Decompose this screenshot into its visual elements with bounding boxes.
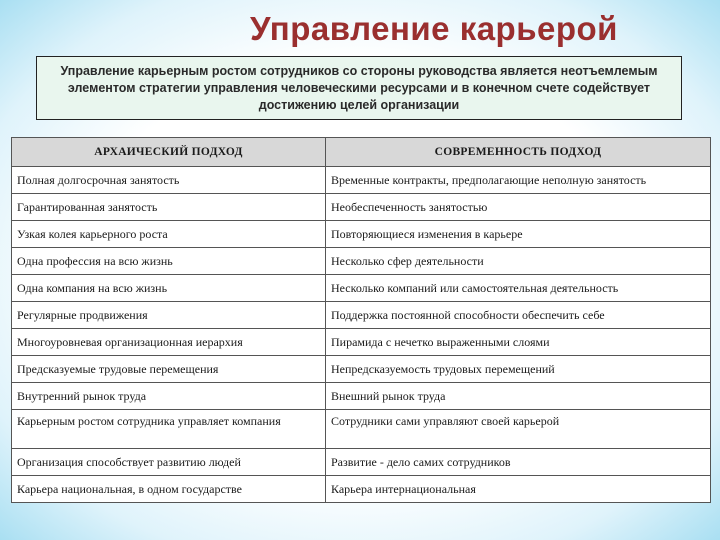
header-archaic: АРХАИЧЕСКИЙ ПОДХОД [12, 138, 326, 167]
archaic-cell: Карьерным ростом сотрудника управляет компания [12, 410, 326, 449]
modern-cell: Карьера интернациональная [326, 476, 711, 503]
intro-text: Управление карьерным ростом сотрудников со стороны руководства является неотъемлемым элементом стратегии управления человеческими ресурсами и в конечном счете содействует достижению целей организации [60, 63, 658, 112]
comparison-table [11, 137, 711, 503]
archaic-cell: Карьера национальная, в одном государстве [12, 476, 326, 503]
archaic-cell: Регулярные продвижения [12, 302, 326, 329]
archaic-cell: Внутренний рынок труда [12, 383, 326, 410]
modern-cell: Несколько сфер деятельности [326, 248, 711, 275]
table-header-row [12, 138, 711, 167]
archaic-cell: Многоуровневая организационная иерархия [12, 329, 326, 356]
modern-cell: Повторяющиеся изменения в карьере [326, 221, 711, 248]
table-row [12, 167, 711, 194]
modern-cell: Временные контракты, предполагающие неполную занятость [326, 167, 711, 194]
intro-box [36, 56, 682, 120]
table-row [12, 410, 711, 449]
archaic-cell: Предсказуемые трудовые перемещения [12, 356, 326, 383]
modern-cell: Внешний рынок труда [326, 383, 711, 410]
modern-cell: Поддержка постоянной способности обеспечить себе [326, 302, 711, 329]
archaic-cell: Организация способствует развитию людей [12, 449, 326, 476]
table-row [12, 329, 711, 356]
slide-title: Управление карьерой [250, 10, 618, 47]
table-row [12, 449, 711, 476]
table-row [12, 194, 711, 221]
archaic-cell: Узкая колея карьерного роста [12, 221, 326, 248]
modern-cell: Необеспеченность занятостью [326, 194, 711, 221]
table-row [12, 383, 711, 410]
archaic-cell: Гарантированная занятость [12, 194, 326, 221]
table-row [12, 275, 711, 302]
modern-cell: Развитие - дело самих сотрудников [326, 449, 711, 476]
table-row [12, 302, 711, 329]
table-row [12, 356, 711, 383]
archaic-cell: Одна профессия на всю жизнь [12, 248, 326, 275]
modern-cell: Пирамида с нечетко выраженными слоями [326, 329, 711, 356]
archaic-cell: Одна компания на всю жизнь [12, 275, 326, 302]
table-row [12, 221, 711, 248]
modern-cell: Непредсказуемость трудовых перемещений [326, 356, 711, 383]
modern-cell: Сотрудники сами управляют своей карьерой [326, 410, 711, 449]
header-modern: СОВРЕМЕННОСТЬ ПОДХОД [326, 138, 711, 167]
table-row [12, 476, 711, 503]
modern-cell: Несколько компаний или самостоятельная деятельность [326, 275, 711, 302]
archaic-cell: Полная долгосрочная занятость [12, 167, 326, 194]
table-row [12, 248, 711, 275]
